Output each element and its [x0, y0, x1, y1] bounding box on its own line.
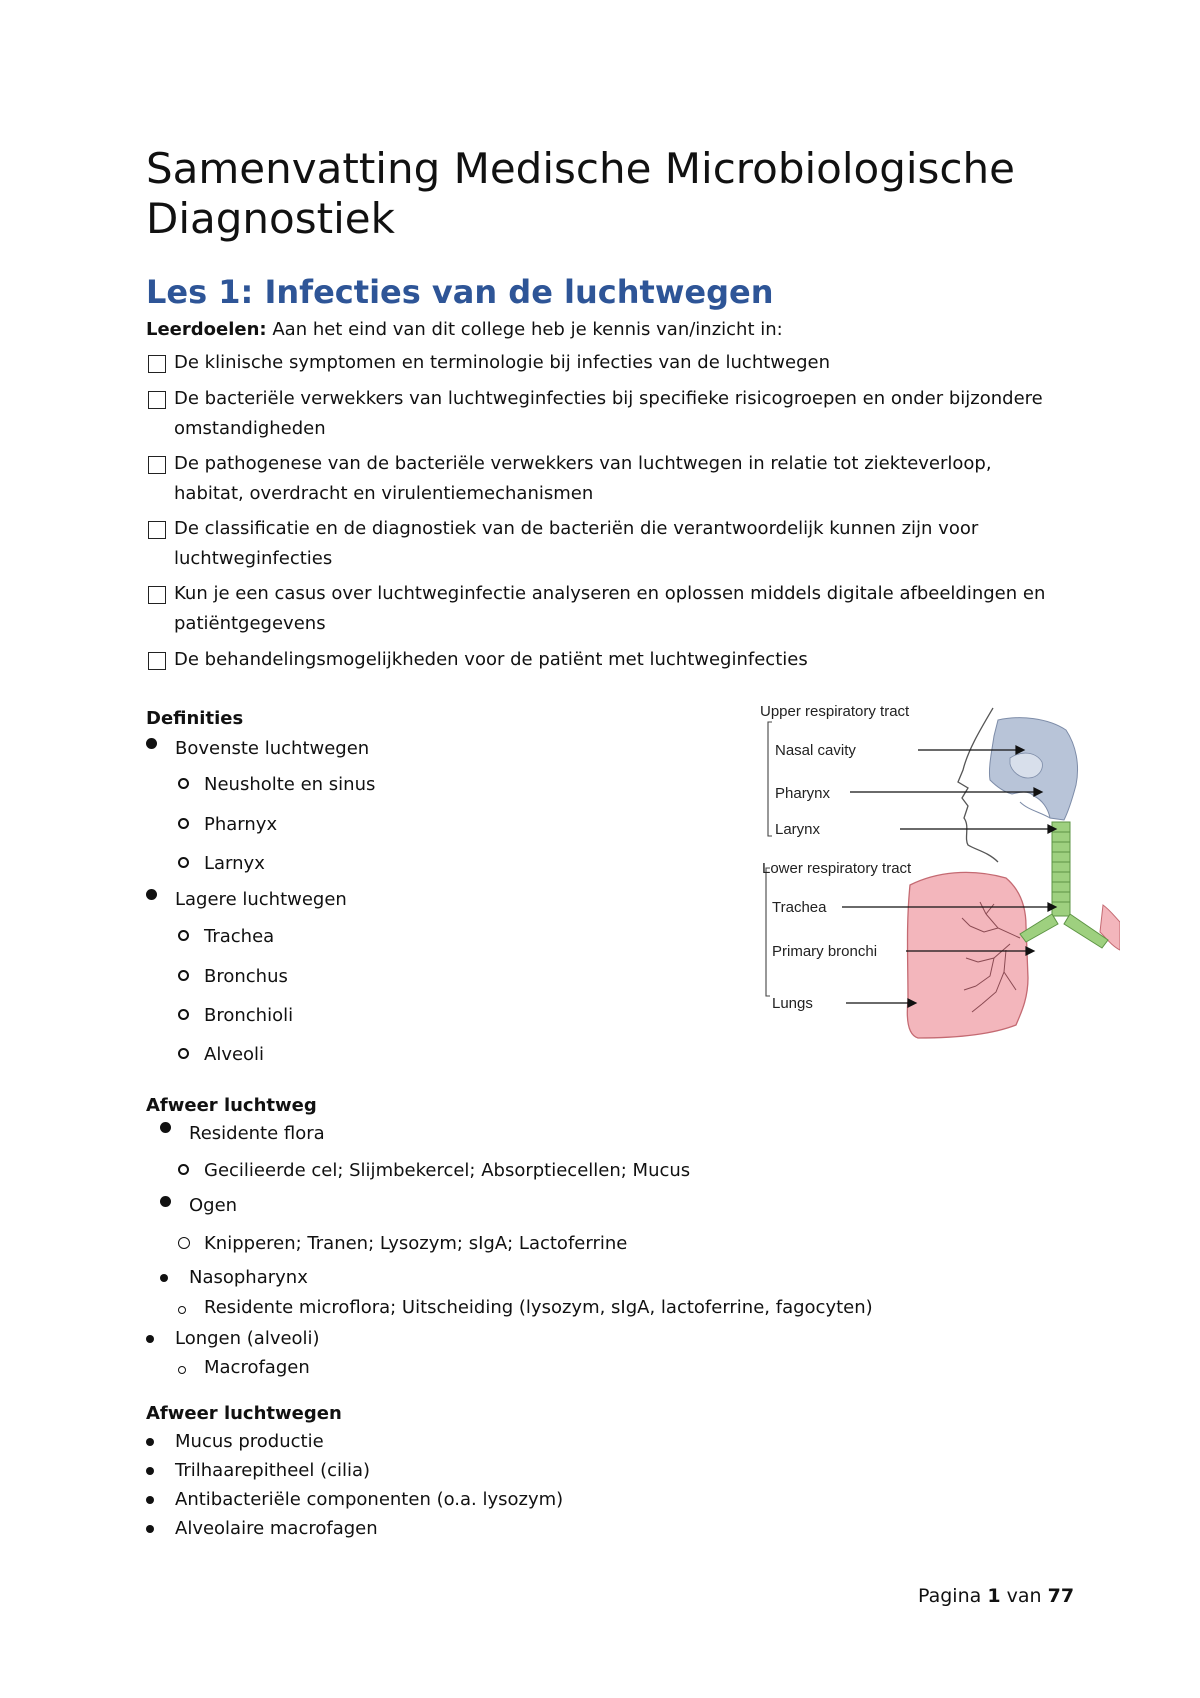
list-item: Mucus productie: [175, 1431, 324, 1452]
list-item: Knipperen; Tranen; Lysozym; sIgA; Lactoferrine: [204, 1233, 628, 1254]
list-item: Neusholte en sinus: [204, 774, 376, 795]
objective-item: De pathogenese van de bacteriële verwekkers van luchtwegen in relatie tot ziekteverloop, habitat, overdracht en virulentiemechanismen: [146, 449, 1066, 509]
lesson-heading: Les 1: Infecties van de luchtwegen: [146, 273, 774, 311]
bullet-icon: [146, 1496, 154, 1504]
objective-item: De klinische symptomen en terminologie bij infecties van de luchtwegen: [146, 348, 1066, 378]
figure-label-lungs: Lungs: [772, 995, 813, 1012]
list-item: Bronchus: [204, 966, 288, 987]
bullet-ring-icon: [178, 1164, 189, 1175]
list-item: Residente flora: [189, 1123, 325, 1144]
figure-label-pharynx: Pharynx: [775, 785, 831, 802]
list-item: Lagere luchtwegen: [175, 889, 347, 910]
list-item: Macrofagen: [204, 1357, 310, 1378]
list-item: Larnyx: [204, 853, 265, 874]
list-item: Trilhaarepitheel (cilia): [175, 1460, 371, 1481]
list-item: Longen (alveoli): [175, 1328, 320, 1349]
bullet-icon: [146, 1525, 154, 1533]
list-item: Alveolaire macrofagen: [175, 1518, 378, 1539]
section-heading-afweer-luchtwegen: Afweer luchtwegen: [146, 1403, 342, 1424]
page-number-footer: Pagina 1 van 77: [918, 1585, 1075, 1607]
figure-label-larynx: Larynx: [775, 821, 821, 838]
bullet-ring-icon: [178, 857, 189, 868]
list-item: Trachea: [204, 926, 275, 947]
figure-lower-title: Lower respiratory tract: [762, 860, 912, 877]
bullet-icon: [146, 1335, 154, 1343]
checkbox-icon[interactable]: [148, 456, 166, 474]
checkbox-icon[interactable]: [148, 355, 166, 373]
bullet-ring-icon: [178, 930, 189, 941]
checkbox-icon[interactable]: [148, 652, 166, 670]
objective-item: De bacteriële verwekkers van luchtweginfecties bij specifieke risicogroepen en onder bijzondere omstandigheden: [146, 384, 1066, 444]
figure-label-primary-bronchi: Primary bronchi: [772, 943, 878, 960]
list-item: Pharnyx: [204, 814, 278, 835]
list-item: Antibacteriële componenten (o.a. lysozym): [175, 1489, 564, 1510]
figure-upper-title: Upper respiratory tract: [760, 703, 910, 720]
checkbox-icon[interactable]: [148, 521, 166, 539]
list-item: Bronchioli: [204, 1005, 294, 1026]
checkbox-icon[interactable]: [148, 391, 166, 409]
bullet-icon: [146, 738, 157, 749]
bullet-icon: [160, 1274, 168, 1282]
bullet-icon: [146, 1438, 154, 1446]
bullet-ring-icon: [178, 1366, 186, 1374]
section-heading-afweer-luchtweg: Afweer luchtweg: [146, 1095, 317, 1116]
list-item: Residente microflora; Uitscheiding (lysozym, sIgA, lactoferrine, fagocyten): [204, 1297, 873, 1318]
bullet-icon: [160, 1122, 171, 1133]
bullet-ring-icon: [178, 1237, 190, 1249]
bullet-ring-icon: [178, 778, 189, 789]
objective-item: Kun je een casus over luchtweginfectie analyseren en oplossen middels digitale afbeeldingen en patiëntgegevens: [146, 579, 1066, 639]
list-item: Alveoli: [204, 1044, 265, 1065]
figure-label-trachea: Trachea: [772, 899, 827, 916]
bullet-icon: [160, 1196, 171, 1207]
bullet-ring-icon: [178, 970, 189, 981]
objective-item: De behandelingsmogelijkheden voor de patiënt met luchtweginfecties: [146, 645, 1066, 675]
bullet-ring-icon: [178, 1009, 189, 1020]
list-item: Ogen: [189, 1195, 238, 1216]
checkbox-icon[interactable]: [148, 586, 166, 604]
respiratory-tract-diagram: [758, 700, 1120, 1060]
figure-label-nasal-cavity: Nasal cavity: [775, 742, 856, 759]
learning-goals-text: Aan het eind van dit college heb je kennis van/inzicht in:: [266, 319, 783, 340]
bullet-ring-icon: [178, 1048, 189, 1059]
section-heading-definities: Definities: [146, 708, 244, 729]
bullet-ring-icon: [178, 1306, 186, 1314]
bullet-icon: [146, 1467, 154, 1475]
bullet-icon: [146, 889, 157, 900]
bullet-ring-icon: [178, 818, 189, 829]
objective-item: De classificatie en de diagnostiek van de bacteriën die verantwoordelijk kunnen zijn voor luchtweginfecties: [146, 514, 1066, 574]
list-item: Gecilieerde cel; Slijmbekercel; Absorptiecellen; Mucus: [204, 1160, 691, 1181]
document-title: Samenvatting Medische Microbiologische Diagnostiek: [146, 144, 1015, 243]
list-item: Nasopharynx: [189, 1267, 308, 1288]
learning-goals-label: Leerdoelen:: [146, 319, 267, 340]
learning-goals-intro: [146, 318, 783, 342]
list-item: Bovenste luchtwegen: [175, 738, 370, 759]
